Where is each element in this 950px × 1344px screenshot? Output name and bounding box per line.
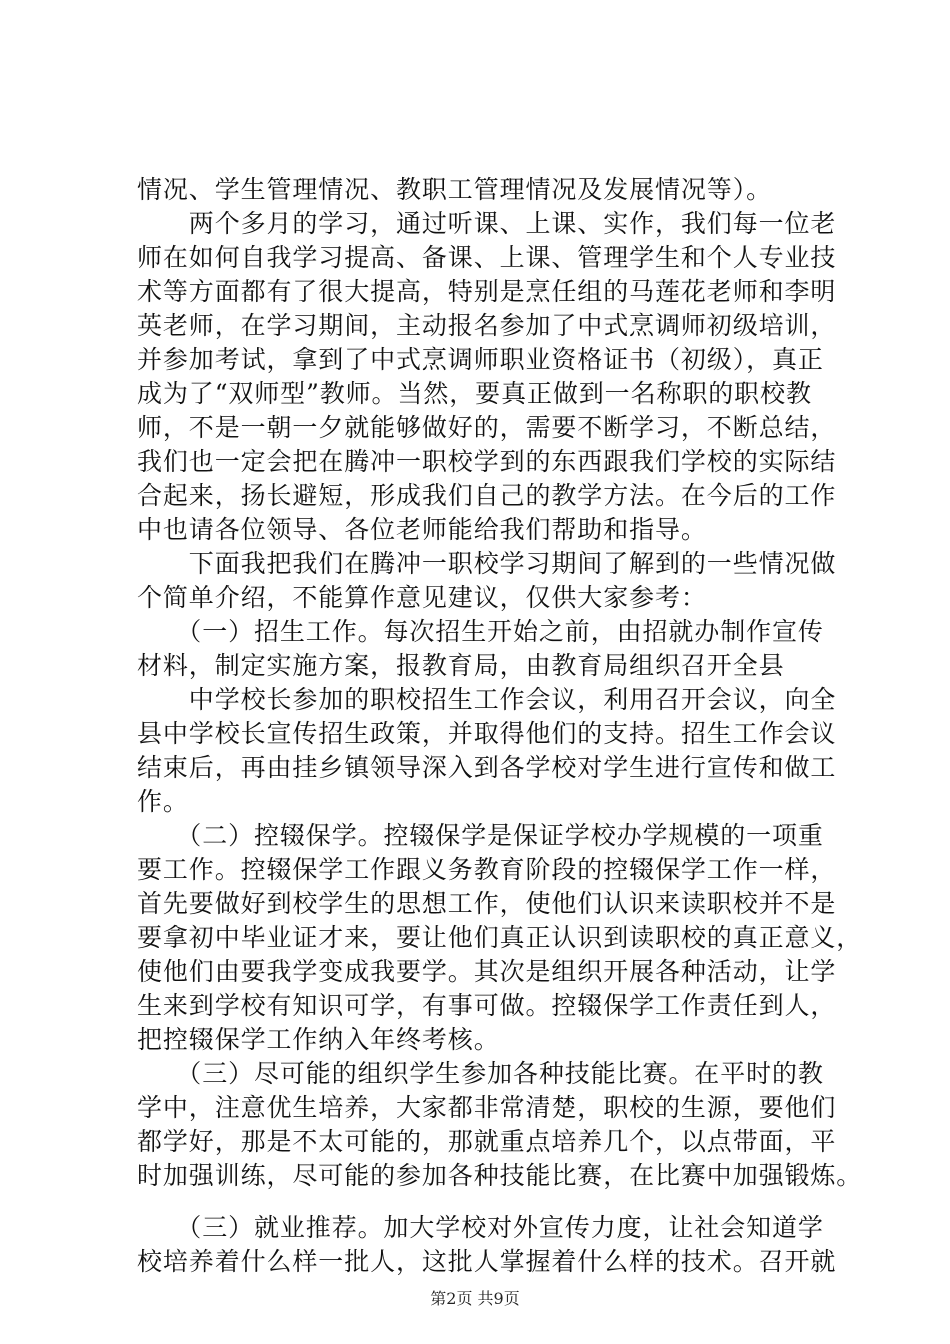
text-line: 都学好，那是不太可能的，那就重点培养几个，以点带面，平 bbox=[137, 1127, 837, 1156]
text-line: 要拿初中毕业证才来，要让他们真正认识到读职校的真正意义， bbox=[137, 923, 863, 952]
text-line: 情况、学生管理情况、教职工管理情况及发展情况等）。 bbox=[137, 175, 773, 204]
text-line: 并参加考试，拿到了中式烹调师职业资格证书（初级），真正 bbox=[137, 345, 824, 374]
text-line: 下面我把我们在腾冲一职校学习期间了解到的一些情况做 bbox=[137, 549, 837, 578]
text-line: （三）就业推荐。加大学校对外宣传力度，让社会知道学 bbox=[137, 1213, 824, 1242]
text-line: 合起来，扬长避短，形成我们自己的教学方法。在今后的工作 bbox=[137, 481, 837, 510]
text-line: 把控辍保学工作纳入年终考核。 bbox=[137, 1025, 500, 1054]
text-line: 结束后，再由挂乡镇领导深入到各学校对学生进行宣传和做工 bbox=[137, 753, 837, 782]
text-line: 材料，制定实施方案，报教育局，由教育局组织召开全县 bbox=[137, 651, 785, 680]
text-line: 个简单介绍，不能算作意见建议，仅供大家参考： bbox=[137, 583, 707, 612]
text-line: 中学校长参加的职校招生工作会议，利用召开会议，向全 bbox=[137, 685, 837, 714]
text-line: 生来到学校有知识可学，有事可做。控辍保学工作责任到人， bbox=[137, 991, 837, 1020]
text-line: 首先要做好到校学生的思想工作，使他们认识来读职校并不是 bbox=[137, 889, 837, 918]
text-line: 作。 bbox=[137, 787, 189, 816]
text-line: 时加强训练，尽可能的参加各种技能比赛，在比赛中加强锻炼。 bbox=[137, 1161, 863, 1190]
text-line: 使他们由要我学变成我要学。其次是组织开展各种活动，让学 bbox=[137, 957, 837, 986]
text-line: （一）招生工作。每次招生开始之前，由招就办制作宣传 bbox=[137, 617, 824, 646]
text-line: 要工作。控辍保学工作跟义务教育阶段的控辍保学工作一样， bbox=[137, 855, 837, 884]
text-line: 中也请各位领导、各位老师能给我们帮助和指导。 bbox=[137, 515, 707, 544]
page-number: 第2页 共9页 bbox=[430, 1289, 520, 1308]
text-line: 师，不是一朝一夕就能够做好的，需要不断学习，不断总结， bbox=[137, 413, 837, 442]
text-line: 术等方面都有了很大提高，特别是烹任组的马莲花老师和李明 bbox=[137, 277, 837, 306]
text-line: 成为了“双师型”教师。当然，要真正做到一名称职的职校教 bbox=[137, 379, 812, 408]
text-line: 两个多月的学习，通过听课、上课、实作，我们每一位老 bbox=[137, 209, 837, 238]
text-line: （二）控辍保学。控辍保学是保证学校办学规模的一项重 bbox=[137, 821, 824, 850]
text-line: 校培养着什么样一批人，这批人掌握着什么样的技术。召开就 bbox=[137, 1247, 837, 1276]
text-line: 我们也一定会把在腾冲一职校学到的东西跟我们学校的实际结 bbox=[137, 447, 837, 476]
text-line: 英老师，在学习期间，主动报名参加了中式烹调师初级培训， bbox=[137, 311, 837, 340]
text-line: 县中学校长宣传招生政策，并取得他们的支持。招生工作会议 bbox=[137, 719, 837, 748]
text-line: 师在如何自我学习提高、备课、上课、管理学生和个人专业技 bbox=[137, 243, 837, 272]
text-line: （三）尽可能的组织学生参加各种技能比赛。在平时的教 bbox=[137, 1059, 824, 1088]
text-line: 学中，注意优生培养，大家都非常清楚，职校的生源，要他们 bbox=[137, 1093, 837, 1122]
